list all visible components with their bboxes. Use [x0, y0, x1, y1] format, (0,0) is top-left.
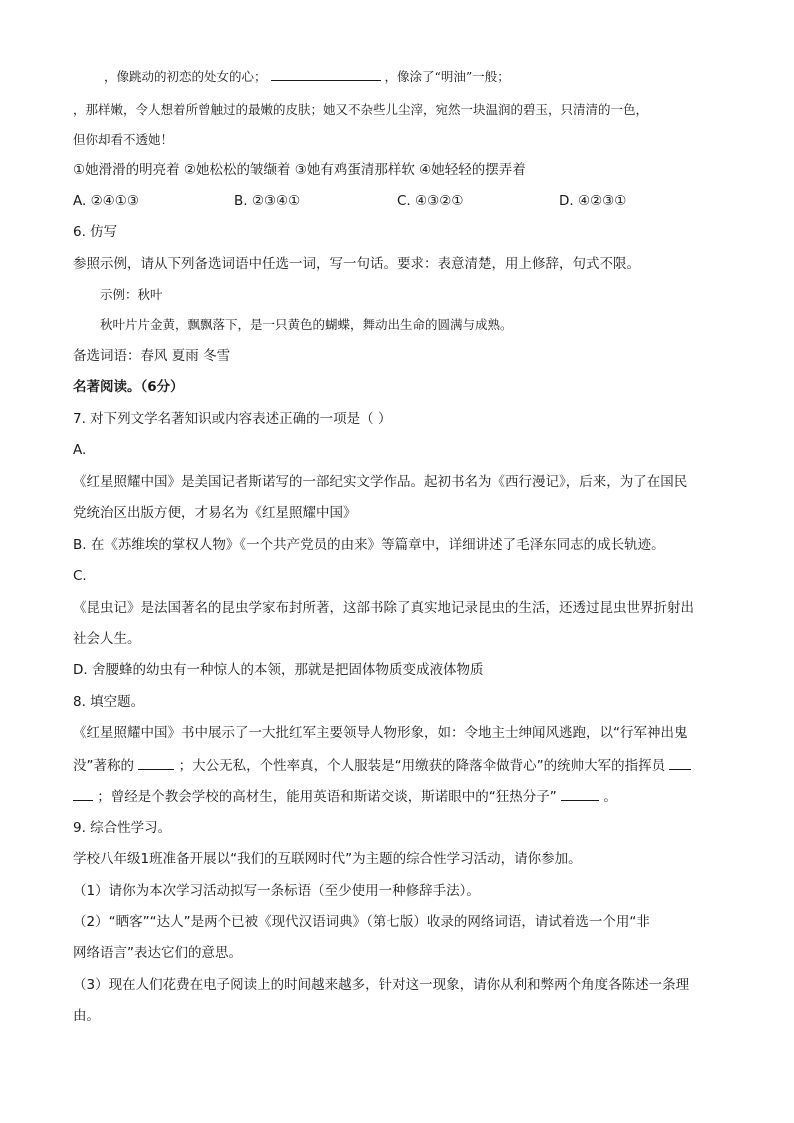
q7-option-a-line2: 党统治区出版方便，才易名为《红星照耀中国》: [73, 505, 357, 521]
q5-passage-line1: [104, 66, 510, 87]
q7-option-b: B. 在《苏维埃的掌权人物》《一个共产党员的由来》等篇章中，详细讲述了毛泽东同志的成长轨迹。: [73, 537, 665, 553]
q7-option-a-line1: 《红星照耀中国》是美国记者斯诺写的一部纪实文学作品。起初书名为《西行漫记》，后来，为了在国民: [73, 474, 688, 490]
q7-title: 7. 对下列文学名著知识或内容表述正确的一项是（ ）: [73, 411, 392, 427]
q9-sub1: （1）请你为本次学习活动拟写一条标语（至少使用一种修辞手法）。: [73, 883, 480, 899]
q5-option-a: A. ②④①③: [73, 193, 139, 209]
q5-option-b: B. ②③④①: [234, 193, 301, 209]
q9-intro: 学校八年级1班准备开展以“我们的互联网时代”为主题的综合性学习活动，请你参加。: [73, 851, 582, 867]
q8-blank-2b: [73, 786, 93, 801]
q8-line3-part1: ；曾经是个教会学校的高材生，能用英语和斯诺交谈，斯诺眼中的“狂热分子”: [97, 789, 557, 805]
q5-passage-line3: 但你却看不透她！: [73, 132, 174, 147]
q5-blank-2: [271, 66, 381, 81]
q8-line2-part1: 没”著称的: [73, 758, 134, 774]
q5-passage-line1-part2: ，像涂了“明油”一般；: [384, 69, 510, 84]
q7-option-c-line2: 社会人生。: [73, 631, 141, 647]
q5-option-c: C. ④③②①: [397, 193, 464, 209]
q8-line3-part2: 。: [603, 789, 617, 805]
q8-blank-3: [561, 786, 599, 801]
q9-sub2-line1: （2）“晒客”“达人”是两个已被《现代汉语词典》（第七版）收录的网络词语，请试着选一个用“非: [73, 914, 650, 930]
q5-items: ①她滑滑的明亮着 ②她松松的皱缬着 ③她有鸡蛋清那样软 ④她轻轻的摆弄着: [73, 162, 526, 178]
q5-passage-line1-part1: ，像跳动的初恋的处女的心；: [104, 69, 267, 84]
q6-candidate-words: 备选词语：春风 夏雨 冬雪: [73, 348, 231, 364]
q7-option-c-label: C.: [73, 568, 87, 584]
q9-sub3-line2: 由。: [73, 1008, 100, 1024]
q6-example-label: 示例：秋叶: [100, 287, 163, 302]
q8-line3: [73, 786, 617, 807]
section-title: 名著阅读。（6分）: [73, 379, 184, 395]
q8-blank-1: [138, 755, 174, 770]
q8-blank-2a: [669, 755, 691, 770]
q9-title: 9. 综合性学习。: [73, 820, 172, 836]
q5-option-d: D. ④②③①: [559, 193, 627, 209]
q7-option-a-label: A.: [73, 442, 87, 458]
q9-sub3-line1: （3）现在人们花费在电子阅读上的时间越来越多，针对这一现象，请你从利和弊两个角度各陈述一条理: [73, 977, 690, 993]
q7-option-d: D. 舍腰蜂的幼虫有一种惊人的本领，那就是把固体物质变成液体物质: [73, 662, 484, 678]
q9-sub2-line2: 网络语言”表达它们的意思。: [73, 945, 242, 961]
q7-option-c-line1: 《昆虫记》是法国著名的昆虫学家布封所著，这部书除了真实地记录昆虫的生活，还透过昆虫世界折射出: [73, 600, 694, 616]
q6-example-text: 秋叶片片金黄，飘飘落下，是一只黄色的蝴蝶，舞动出生命的圆满与成熟。: [100, 317, 513, 332]
q8-title: 8. 填空题。: [73, 694, 145, 710]
q8-line1: 《红星照耀中国》书中展示了一大批红军主要领导人物形象，如：令地主士绅闻风逃跑，以“行军神出鬼: [73, 725, 688, 741]
q8-line2: [73, 755, 691, 776]
q5-passage-line2: ，那样嫩，令人想着所曾触过的最嫩的皮肤；她又不杂些儿尘滓，宛然一块温润的碧玉，只清清的一色，: [73, 102, 649, 117]
q6-prompt: 参照示例，请从下列备选词语中任选一词，写一句话。要求：表意清楚，用上修辞，句式不限。: [73, 256, 640, 272]
q6-title: 6. 仿写: [73, 224, 118, 240]
q8-line2-part2: ；大公无私，个性率真，个人服装是“用缴获的降落伞做背心”的统帅大军的指挥员: [178, 758, 666, 774]
